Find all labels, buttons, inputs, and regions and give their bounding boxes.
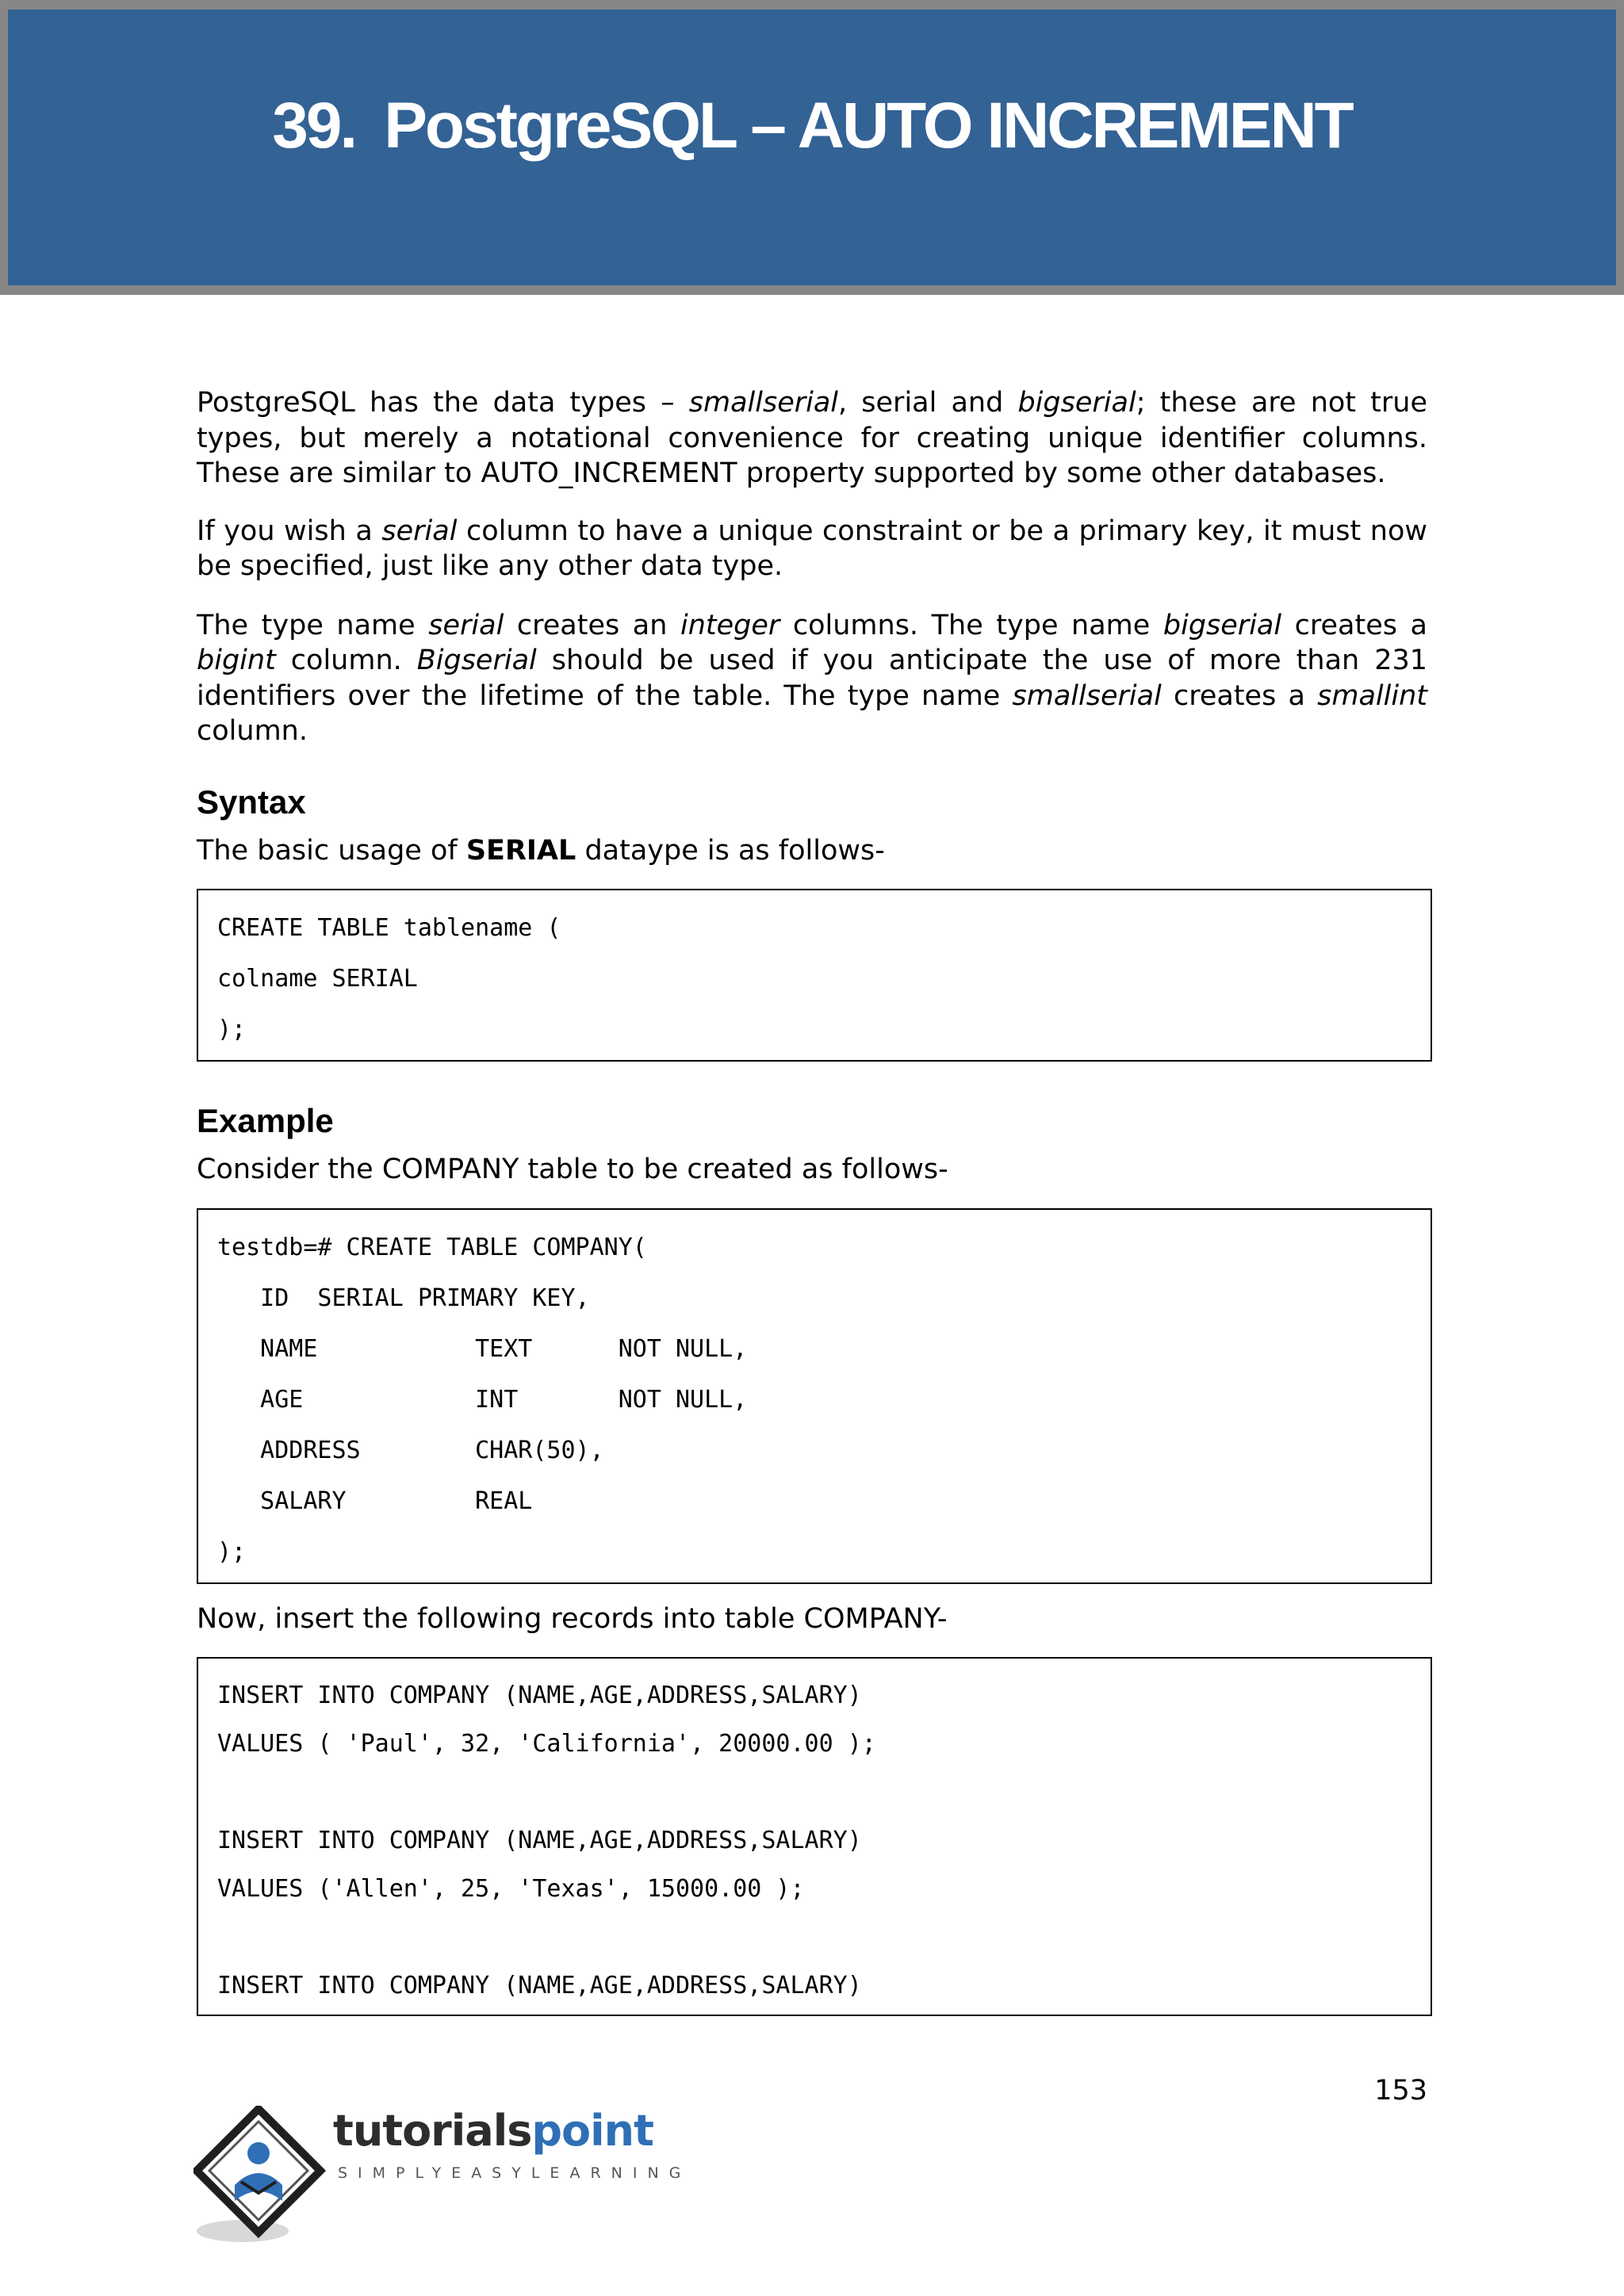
code-line: ); [217, 1537, 247, 1566]
insert-code-block [197, 1657, 1432, 2016]
bold-term: SERIAL [465, 834, 576, 867]
code-line: VALUES ( 'Paul', 32, 'California', 20000.00 ); [217, 1730, 876, 1758]
syntax-intro [197, 833, 1427, 869]
italic-term: bigint [197, 645, 276, 676]
italic-term: integer [680, 609, 780, 641]
code-line: AGE INT NOT NULL, [217, 1385, 748, 1414]
code-line: ADDRESS CHAR(50), [217, 1436, 604, 1464]
text-run: dataype is as follows- [576, 834, 885, 867]
italic-term: bigserial [1017, 387, 1136, 419]
page-number: 153 [1374, 2075, 1427, 2107]
code-line: colname SERIAL [217, 965, 418, 993]
code-line: NAME TEXT NOT NULL, [217, 1334, 748, 1363]
text-run: column. [275, 645, 417, 676]
code-line: CREATE TABLE tablename ( [217, 914, 561, 942]
code-line: INSERT INTO COMPANY (NAME,AGE,ADDRESS,SALARY) [217, 1827, 862, 1854]
create-table-code-block [197, 1208, 1432, 1584]
code-line [217, 1913, 1411, 1961]
paragraph-intro [197, 385, 1427, 492]
example-heading: Example [197, 1102, 334, 1139]
italic-term: bigserial [1162, 609, 1282, 641]
example-intro: Consider the COMPANY table to be created as follows- [197, 1154, 948, 1185]
text-run: column to have a unique constraint or be a primary key, it must now be specified, just like any other data type. [197, 515, 1427, 582]
code-line: INSERT INTO COMPANY (NAME,AGE,ADDRESS,SALARY) [217, 1972, 862, 1999]
tutorialspoint-logo [193, 2106, 691, 2252]
code-line: VALUES ('Allen', 25, 'Texas', 15000.00 ); [217, 1875, 805, 1903]
text-run: should be used if you anticipate the use of more than 231 identifiers over the lifetime of the table. The type name [197, 645, 1427, 712]
text-run: If you wish a [197, 515, 382, 547]
text-run: creates a [1161, 679, 1318, 712]
chapter-title-text: PostgreSQL – AUTO INCREMENT [384, 90, 1352, 162]
italic-term: smallint [1317, 679, 1427, 712]
text-run: creates an [504, 609, 680, 641]
text-run: ; these are not true types, but merely a notational convenience for creating unique identifier columns. These are similar to AUTO_INCREMENT property supported by some other databases. [197, 387, 1427, 489]
text-run: columns. The type name [779, 609, 1163, 641]
text-run: column. [197, 715, 308, 747]
text-run: , serial and [838, 387, 1018, 419]
code-line: ); [217, 1016, 247, 1043]
logo-wordmark-part2: point [531, 2106, 653, 2156]
text-run: The basic usage of [197, 834, 466, 867]
code-line: ID SERIAL PRIMARY KEY, [217, 1284, 590, 1312]
logo-emblem-icon [193, 2106, 328, 2248]
chapter-number: 39. [272, 90, 356, 162]
text-run: creates a [1281, 609, 1428, 641]
logo-tagline: SIMPLYEASYLEARNING [338, 2164, 691, 2182]
italic-term: smallserial [688, 387, 839, 419]
code-line: INSERT INTO COMPANY (NAME,AGE,ADDRESS,SALARY) [217, 1682, 862, 1709]
text-run: The type name [197, 609, 429, 641]
italic-term: Bigserial [416, 645, 537, 676]
code-line: SALARY REAL [217, 1487, 533, 1515]
syntax-code-block [197, 889, 1432, 1062]
syntax-heading: Syntax [197, 783, 306, 821]
chapter-title [0, 89, 1624, 163]
code-line: testdb=# CREATE TABLE COMPANY( [217, 1233, 647, 1261]
page-content [197, 385, 1427, 2016]
italic-term: serial [381, 515, 458, 547]
code-line [217, 1768, 1411, 1816]
chapter-header [0, 0, 1624, 295]
paragraph-serial-constraint [197, 514, 1427, 584]
italic-term: serial [428, 609, 504, 641]
logo-wordmark-part1: tutorials [333, 2106, 532, 2156]
italic-term: smallserial [1012, 679, 1162, 712]
logo-wordmark [333, 2106, 653, 2156]
insert-intro: Now, insert the following records into table COMPANY- [197, 1602, 948, 1635]
text-run: PostgreSQL has the data types – [197, 387, 689, 419]
paragraph-type-names [197, 608, 1427, 749]
